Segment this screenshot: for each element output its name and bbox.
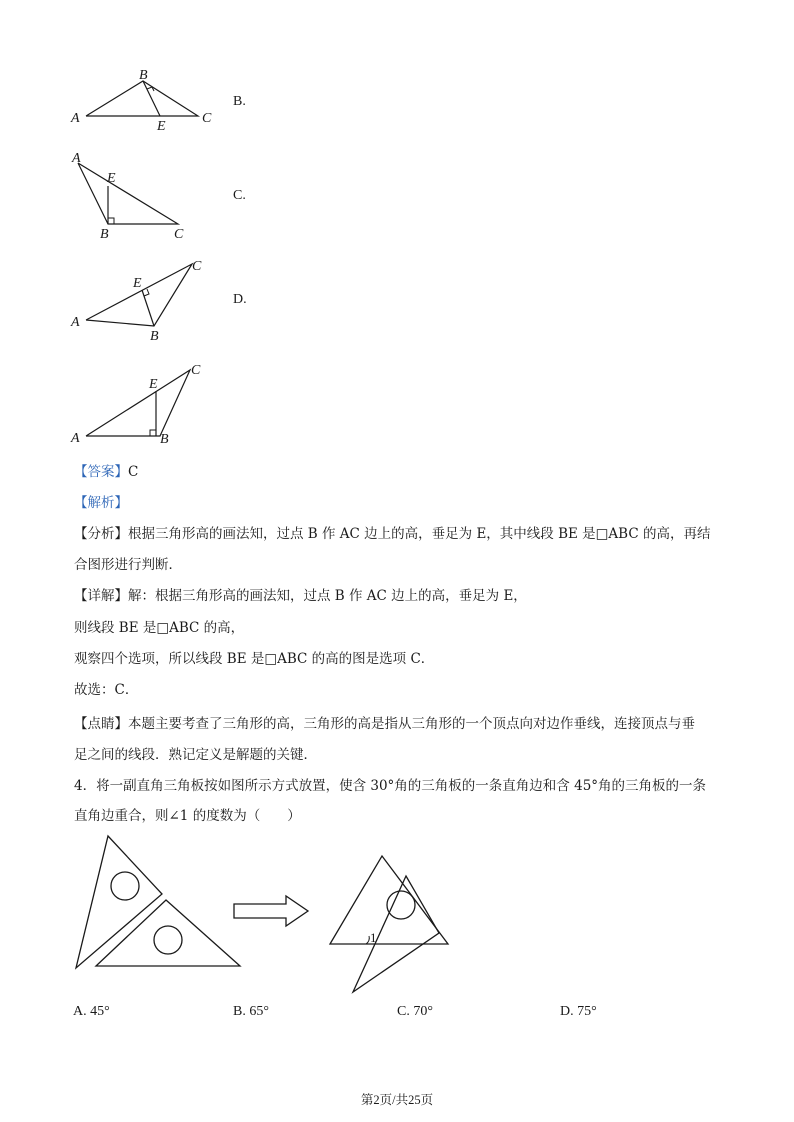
option-c-label: C.	[233, 188, 246, 203]
label-b: B	[100, 227, 109, 242]
label-e: E	[157, 119, 166, 134]
label-a: A	[71, 111, 80, 126]
figure-option-a	[68, 68, 228, 138]
dianjing-tag: 【点睛】	[74, 716, 128, 732]
dianjing-line-2: 足之间的线段．熟记定义是解题的关键．	[74, 747, 317, 763]
guxuan-line: 故选：C．	[74, 682, 139, 698]
xiangjie-text-1: 解：根据三角形高的画法知，过点 B 作 AC 边上的高，垂足为 E，	[128, 588, 527, 604]
label-e: E	[107, 171, 116, 186]
fenxi-line-2: 合图形进行判断．	[74, 557, 182, 573]
label-c: C	[174, 227, 184, 242]
choice-b: B. 65°	[233, 1004, 269, 1019]
fenxi-tag: 【分析】	[74, 526, 128, 542]
figure-set-squares-separate	[66, 830, 246, 975]
figure-option-c	[68, 252, 218, 344]
figure-option-d	[68, 358, 218, 448]
option-d-label: D.	[233, 292, 247, 307]
fenxi-text-1: 根据三角形高的画法知，过点 B 作 AC 边上的高，垂足为 E，其中线段 BE 是□ABC 的高，再结	[128, 526, 711, 542]
answer-value: C	[128, 464, 139, 480]
label-a: A	[71, 315, 80, 330]
figure-option-b	[68, 148, 208, 242]
option-b-label: B.	[233, 94, 246, 109]
xiangjie-line-1	[74, 586, 527, 606]
label-a: A	[71, 431, 80, 446]
choice-d: D. 75°	[560, 1004, 597, 1019]
question-4-line-2: 直角边重合，则∠1 的度数为（ ）	[74, 808, 301, 824]
dianjing-text-1: 本题主要考查了三角形的高，三角形的高是指从三角形的一个顶点向对边作垂线，连接顶点与垂	[128, 716, 695, 732]
angle-1-label: 1	[370, 930, 377, 945]
label-c: C	[191, 363, 201, 378]
label-c: C	[202, 111, 212, 126]
xiangjie-line-2: 则线段 BE 是□ABC 的高，	[74, 620, 245, 636]
arrow-icon	[232, 893, 312, 929]
jiexi-line	[74, 493, 128, 513]
fenxi-line-1	[74, 524, 710, 544]
xiangjie-line-3: 观察四个选项，所以线段 BE 是□ABC 的高的图是选项 C．	[74, 651, 435, 667]
label-e: E	[133, 276, 142, 291]
label-b: B	[150, 329, 159, 344]
label-c: C	[192, 259, 202, 274]
label-e: E	[149, 377, 158, 392]
label-a: A	[72, 151, 81, 166]
label-b: B	[160, 432, 169, 447]
page-footer: 第2页/共25页	[360, 1093, 434, 1107]
xiangjie-tag: 【详解】	[74, 588, 128, 604]
choice-a: A. 45°	[73, 1004, 110, 1019]
label-b: B	[139, 68, 148, 83]
answer-tag: 【答案】	[74, 464, 128, 480]
question-4-line-1: 4．将一副直角三角板按如图所示方式放置，使含 30°角的三角板的一条直角边和含 45°角的三角板的一条	[74, 778, 707, 794]
jiexi-tag: 【解析】	[74, 495, 128, 511]
dianjing-line-1	[74, 714, 695, 734]
choice-c: C. 70°	[397, 1004, 433, 1019]
answer-line	[74, 462, 138, 482]
figure-set-squares-overlap	[326, 852, 486, 997]
